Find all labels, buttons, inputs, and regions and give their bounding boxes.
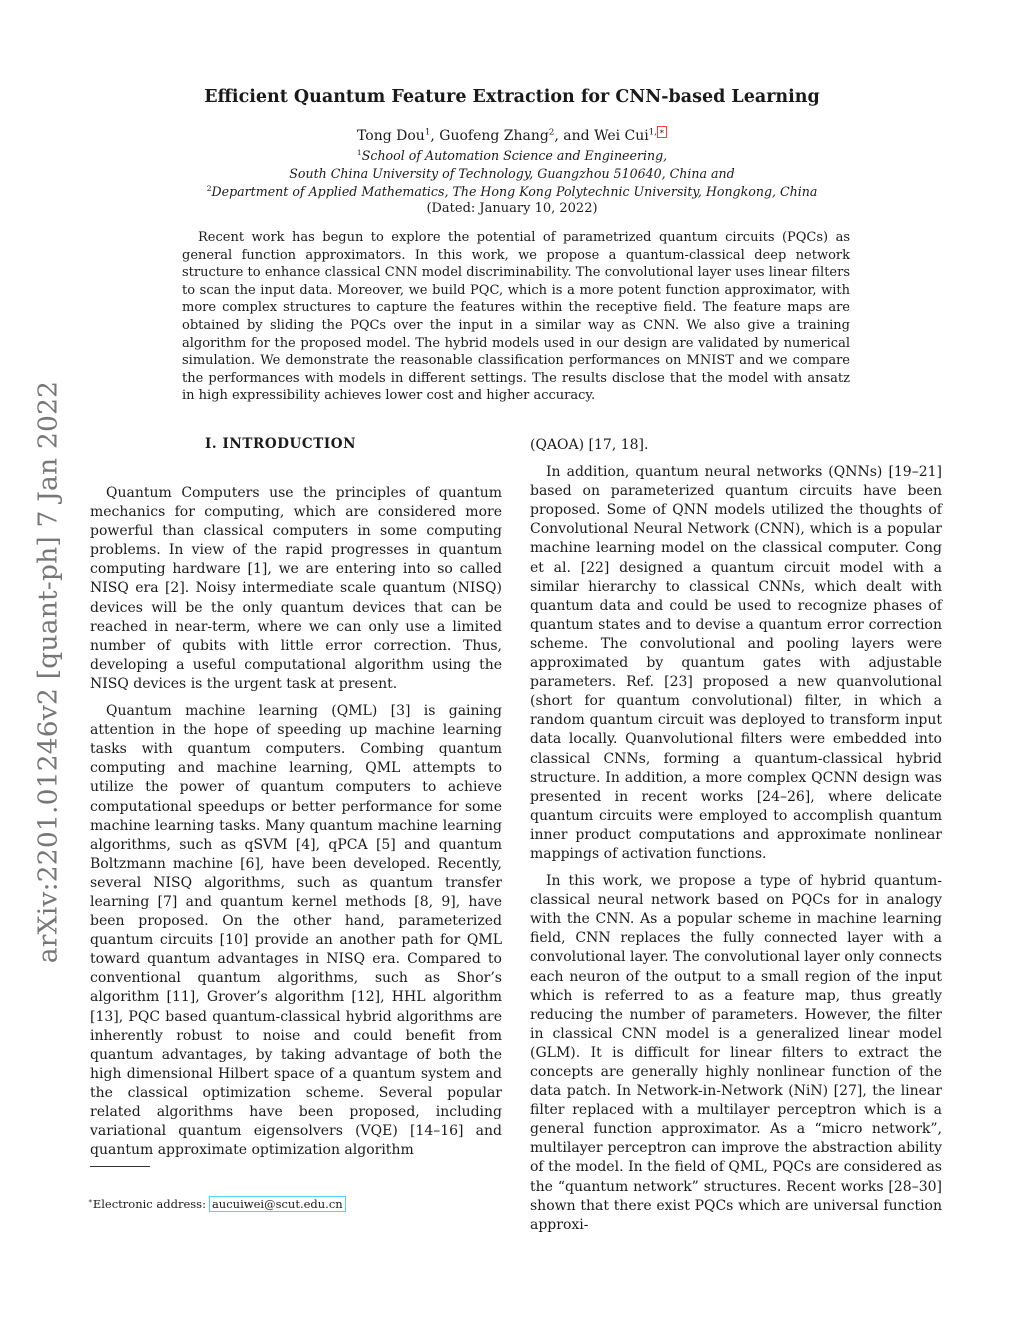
author-list <box>0 128 1024 144</box>
paragraph: In addition, quantum neural networks (QNNs) [19–21] based on parameterized quantum circuits have been proposed. Some of QNN models utilized the thoughts of Convolutional Neural Network (CNN), which is a popular machine learning model on the classical computer. Cong et al. [22] designed a quantum circuit model with a similar hierarchy to classical CNNs, which dealt with quantum data and could be used to recognize phases of quantum states and to devise a quantum error correction scheme. The convolutional and pooling layers were approximated by quantum gates with adjustable parameters. Ref. [23] proposed a new quanvolutional (short for quantum convolutional) filter, in which a random quantum circuit was deployed to transform input data locally. Quanvolutional filters were embedded into classical CNNs, forming a quantum-classical hybrid structure. In addition, a more complex QCNN design was presented in recent works [24–26], where delicate quantum circuits were employed to accomplish quantum inner product computations and approximate nonlinear mappings of activation functions. <box>530 464 942 862</box>
author-name: Wei Cui <box>594 128 649 144</box>
email-link[interactable]: aucuiwei@scut.edu.cn <box>209 1196 346 1212</box>
footnote-label: Electronic address: <box>92 1197 206 1211</box>
affiliation-marker <box>649 126 667 138</box>
affiliation-line <box>0 184 1024 199</box>
author-name: Tong Dou <box>357 128 425 144</box>
footnote-mark: ∗ <box>88 1196 93 1206</box>
paragraph: Quantum machine learning (QML) [3] is gaining attention in the hope of speeding up machine learning tasks with quantum computers. Combing quantum computing and machine learning, QML attempts to utilize the power of quantum computers to achieve computational speedups or better performance for some machine learning tasks. Many quantum machine learning algorithms, such as qSVM [4], qPCA [5] and quantum Boltzmann machine [6], have been developed. Recently, several NISQ algorithms, such as quantum transfer learning [7] and quantum kernel methods [8, 9], have been proposed. On the other hand, parameterized quantum circuits [10] provide an another path for QML toward quantum advantages in NISQ era. Compared to conventional quantum algorithms, such as Shor’s algorithm [11], Grover’s algorithm [12], HHL algorithm [13], PQC based quantum-classical hybrid algorithms are inherently robust to noise and could benefit from quantum advantages, by taking advantage of both the high dimensional Hilbert space of a quantum system and the classical optimization scheme. Several popular related algorithms have been proposed, including variational quantum eigensolvers (VQE) [14–16] and quantum approximate optimization algorithm <box>90 703 502 1159</box>
section-heading: I. INTRODUCTION <box>205 436 357 452</box>
affiliation-text: Department of Applied Mathematics, The Hong Kong Polytechnic University, Hongkong, China <box>211 184 818 199</box>
corresponding-author-link[interactable]: ∗ <box>659 127 665 138</box>
affiliation-text: School of Automation Science and Engineering, <box>361 148 668 163</box>
footnote-rule <box>90 1166 150 1167</box>
affiliation-marker: 1 <box>424 127 431 138</box>
affiliation-text: South China University of Technology, Guangzhou 510640, China and <box>289 166 735 181</box>
date-line: (Dated: January 10, 2022) <box>426 201 598 216</box>
affiliation-marker: 2 <box>548 127 555 138</box>
author-name: Guofeng Zhang <box>439 128 549 144</box>
paragraph: In this work, we propose a type of hybrid quantum-classical neural network based on PQCs for in analogy with the CNN. As a popular scheme in machine learning field, CNN replaces the fully connected layer with a convolutional layer. The convolutional layer only connects each neuron of the output to a small region of the input which is referred to as a feature map, thus greatly reducing the number of parameters. However, the filter in classical CNN model is a generalized linear model (GLM). It is difficult for linear filters to extract the concepts are generally highly nonlinear function of the data patch. In Network-in-Network (NiN) [27], the linear filter replaced with a multilayer perceptron which is a general function approximator. As a “micro network”, multilayer perceptron can improve the abstraction ability of the model. In the field of QML, PQCs are considered as the “quantum network” structures. Recent works [28–30] shown that there exist PQCs which are universal function approxi- <box>530 873 942 1233</box>
author-separator: , <box>430 128 440 144</box>
affiliation-marker: 2 <box>206 183 212 193</box>
left-column <box>90 484 502 1160</box>
affiliation-line <box>0 166 1024 181</box>
arxiv-identifier-text: arXiv:2201.01246v2 [quant-ph] 7 Jan 2022 <box>32 380 64 964</box>
affiliation-marker: 1 <box>356 147 362 157</box>
affiliation-marker-text: 1, <box>648 127 658 138</box>
right-column <box>530 436 942 1235</box>
paper-title: Efficient Quantum Feature Extraction for CNN-based Learning <box>204 87 820 107</box>
abstract: Recent work has begun to explore the potential of parametrized quantum circuits (PQCs) as general function approximators. In this work, we propose a quantum-classical deep network structure to enhance classical CNN model discriminability. The convolutional layer uses linear filters to scan the input data. Moreover, we build PQC, which is a more potent function approximator, with more complex structures to capture the features within the receptive field. The feature maps are obtained by sliding the PQCs over the input in a similar way as CNN. We also give a training algorithm for the proposed model. The hybrid models used in our design are validated by numerical simulation. We demonstrate the reasonable classification performances on MNIST and we compare the performances with models in different settings. The results disclose that the model with ansatz in high expressibility achieves lower cost and higher accuracy. <box>182 230 850 404</box>
paragraph: Quantum Computers use the principles of quantum mechanics for computing, which are considered more powerful than classical computers in some computing problems. In view of the rapid progresses in quantum computing hardware [1], we are entering into so called NISQ era [2]. Noisy intermediate scale quantum (NISQ) devices will be the only quantum devices that can be reached in near-term, where we can only use a limited number of qubits with little error correction. Thus, developing a useful computational algorithm using the NISQ devices is the urgent task at present. <box>90 485 502 692</box>
arxiv-identifier <box>28 358 68 986</box>
author-separator: , and <box>554 128 595 144</box>
footnote <box>88 1197 346 1211</box>
affiliation-line <box>0 148 1024 163</box>
paragraph: (QAOA) [17, 18]. <box>530 437 649 453</box>
